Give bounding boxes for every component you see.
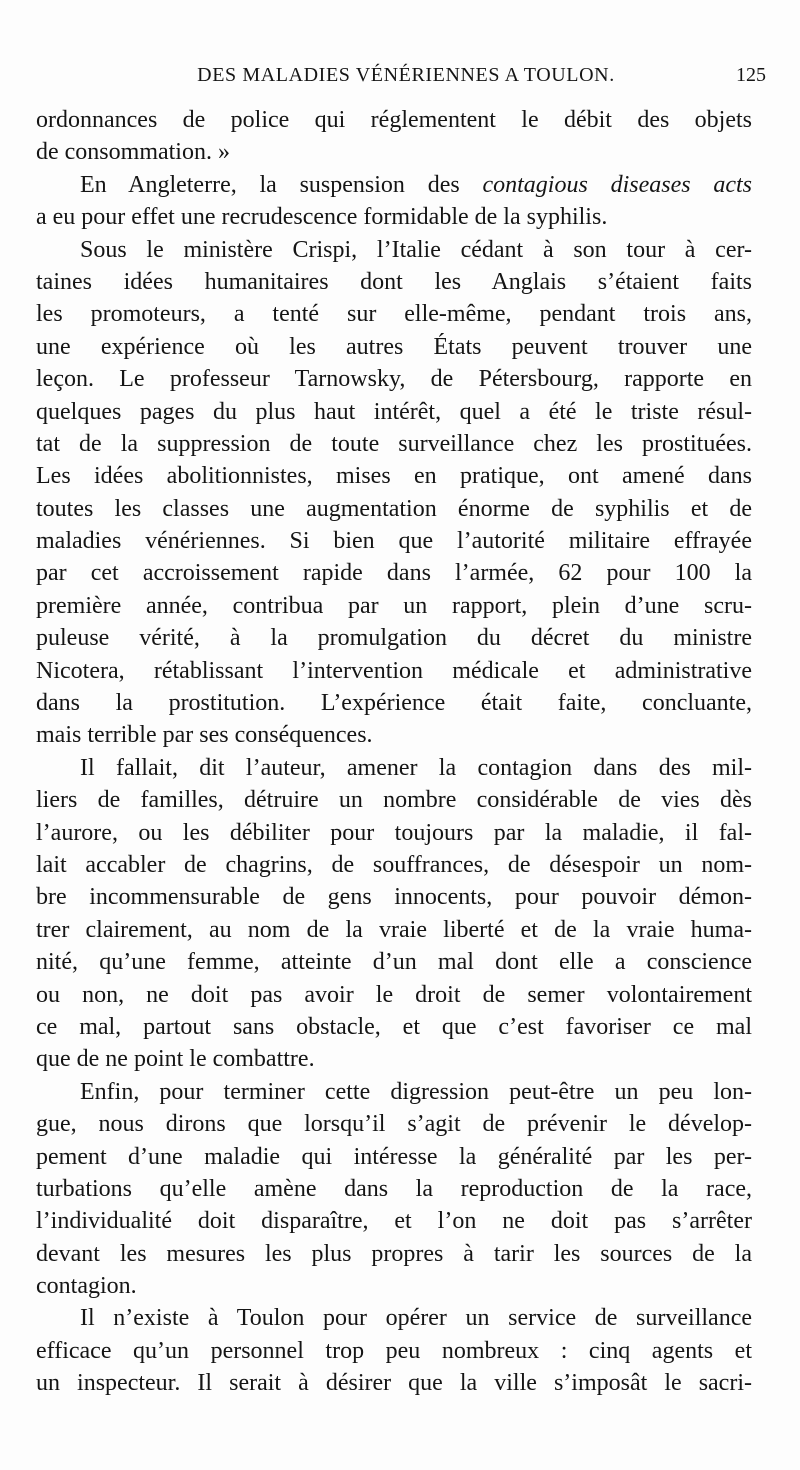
text-line: de consommation. » bbox=[36, 139, 230, 166]
italic-title: contagious diseases acts bbox=[482, 171, 752, 198]
text-line: a eu pour effet une recrudescence formidable de la syphilis. bbox=[36, 204, 608, 231]
text-line: ce mal, partout sans obstacle, et que c’est favoriser ce mal bbox=[36, 1013, 752, 1040]
text-line: nité, qu’une femme, atteinte d’un mal dont elle a conscience bbox=[36, 949, 752, 976]
page-number: 125 bbox=[736, 64, 766, 86]
text-line: contagion. bbox=[36, 1273, 137, 1300]
text-line: une expérience où les autres États peuvent trouver une bbox=[36, 333, 752, 360]
text-line: Enfin, pour terminer cette digression peut-être un peu lon- bbox=[80, 1078, 752, 1105]
text-line: efficace qu’un personnel trop peu nombreux : cinq agents et bbox=[36, 1337, 752, 1364]
text-line: toutes les classes une augmentation énorme de syphilis et de bbox=[36, 495, 752, 522]
body-text bbox=[36, 104, 752, 1400]
text-line: tat de la suppression de toute surveillance chez les prostituées. bbox=[36, 430, 752, 457]
running-head bbox=[36, 62, 776, 92]
text-line: par cet accroissement rapide dans l’armée, 62 pour 100 la bbox=[36, 560, 752, 587]
text-line: l’aurore, ou les débiliter pour toujours par la maladie, il fal- bbox=[36, 819, 752, 846]
text-line: Il fallait, dit l’auteur, amener la contagion dans des mil- bbox=[80, 754, 752, 781]
text-line: un inspecteur. Il serait à désirer que la ville s’imposât le sacri- bbox=[36, 1370, 752, 1397]
text-line: trer clairement, au nom de la vraie liberté et de la vraie huma- bbox=[36, 916, 752, 943]
text-line: mais terrible par ses conséquences. bbox=[36, 722, 373, 749]
text-line: ou non, ne doit pas avoir le droit de semer volontairement bbox=[36, 981, 752, 1008]
text-line: pement d’une maladie qui intéresse la généralité par les per- bbox=[36, 1143, 752, 1170]
text-line: Sous le ministère Crispi, l’Italie cédant à son tour à cer- bbox=[80, 236, 752, 263]
text-line: turbations qu’elle amène dans la reproduction de la race, bbox=[36, 1175, 752, 1202]
text-line: ordonnances de police qui réglementent le débit des objets bbox=[36, 107, 752, 133]
text-line-part: En Angleterre, la suspension des bbox=[80, 171, 483, 198]
text-line: gue, nous dirons que lorsqu’il s’agit de prévenir le dévelop- bbox=[36, 1111, 752, 1138]
text-line bbox=[36, 169, 752, 201]
text-line: leçon. Le professeur Tarnowsky, de Pétersbourg, rapporte en bbox=[36, 366, 752, 393]
text-line: l’individualité doit disparaître, et l’on ne doit pas s’arrêter bbox=[36, 1208, 752, 1235]
text-line: liers de familles, détruire un nombre considérable de vies dès bbox=[36, 787, 752, 814]
text-line: quelques pages du plus haut intérêt, quel a été le triste résul- bbox=[36, 398, 752, 425]
text-line: devant les mesures les plus propres à tarir les sources de la bbox=[36, 1240, 752, 1267]
text-line: Il n’existe à Toulon pour opérer un service de surveillance bbox=[80, 1305, 752, 1332]
text-line: maladies vénériennes. Si bien que l’autorité militaire effrayée bbox=[36, 528, 752, 555]
text-line: Nicotera, rétablissant l’intervention médicale et administrative bbox=[36, 657, 752, 684]
text-line: Les idées abolitionnistes, mises en pratique, ont amené dans bbox=[36, 463, 752, 490]
running-title: DES MALADIES VÉNÉRIENNES A TOULON. bbox=[197, 64, 615, 86]
text-line: première année, contribua par un rapport, plein d’une scru- bbox=[36, 592, 752, 619]
text-line: les promoteurs, a tenté sur elle-même, pendant trois ans, bbox=[36, 301, 752, 328]
text-line: taines idées humanitaires dont les Anglais s’étaient faits bbox=[36, 268, 752, 295]
text-line: bre incommensurable de gens innocents, pour pouvoir démon- bbox=[36, 884, 752, 911]
text-line: que de ne point le combattre. bbox=[36, 1046, 315, 1073]
text-line: puleuse vérité, à la promulgation du décret du ministre bbox=[36, 625, 752, 652]
text-line: lait accabler de chagrins, de souffrances, de désespoir un nom- bbox=[36, 851, 752, 878]
text-line: dans la prostitution. L’expérience était faite, concluante, bbox=[36, 690, 752, 717]
